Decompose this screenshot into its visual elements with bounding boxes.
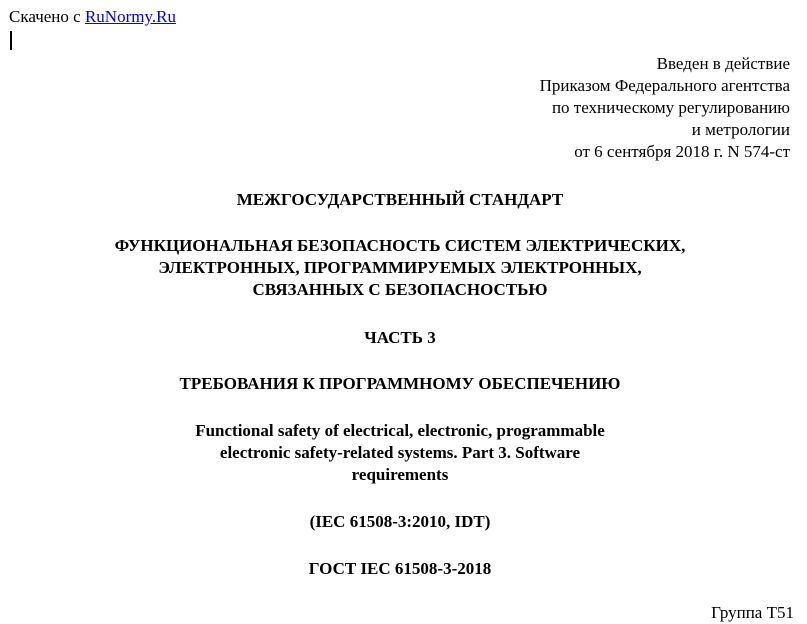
iec-reference-heading <box>0 511 800 533</box>
text-cursor <box>10 31 12 50</box>
part-label: ЧАСТЬ 3 <box>364 328 436 347</box>
english-title-line: Functional safety of electrical, electronic, programmable <box>195 421 605 440</box>
source-prefix: Скачено с <box>9 7 85 26</box>
gost-number: ГОСТ IEC 61508-3-2018 <box>308 559 492 578</box>
group-label: Группа Т51 <box>711 603 794 622</box>
subtitle: ТРЕБОВАНИЯ К ПРОГРАММНОМУ ОБЕСПЕЧЕНИЮ <box>179 374 621 393</box>
standard-type: МЕЖГОСУДАРСТВЕННЫЙ СТАНДАРТ <box>236 190 564 209</box>
approval-line: и метрологии <box>691 120 790 139</box>
subtitle-heading <box>0 373 800 395</box>
source-line <box>9 6 176 28</box>
approval-line: Введен в действие <box>656 54 790 73</box>
title-line: ФУНКЦИОНАЛЬНАЯ БЕЗОПАСНОСТЬ СИСТЕМ ЭЛЕКТРИЧЕСКИХ, <box>114 236 686 255</box>
iec-reference: (IEC 61508-3:2010, IDT) <box>309 512 491 531</box>
gost-number-heading <box>0 558 800 580</box>
approval-line: от 6 сентября 2018 г. N 574-ст <box>574 142 790 161</box>
english-title-line: electronic safety-related systems. Part 3. Software <box>219 443 581 462</box>
part-heading <box>0 327 800 349</box>
approval-block <box>540 53 790 163</box>
approval-line: Приказом Федерального агентства <box>539 76 790 95</box>
standard-type-heading <box>0 189 800 211</box>
document-title <box>0 235 800 301</box>
english-title-line: requirements <box>351 465 449 484</box>
title-line: ЭЛЕКТРОННЫХ, ПРОГРАММИРУЕМЫХ ЭЛЕКТРОННЫХ, <box>158 258 642 277</box>
approval-line: по техническому регулированию <box>551 98 790 117</box>
title-line: СВЯЗАННЫХ С БЕЗОПАСНОСТЬЮ <box>252 280 548 299</box>
source-link[interactable]: RuNormy.Ru <box>84 7 176 26</box>
english-title <box>0 420 800 486</box>
